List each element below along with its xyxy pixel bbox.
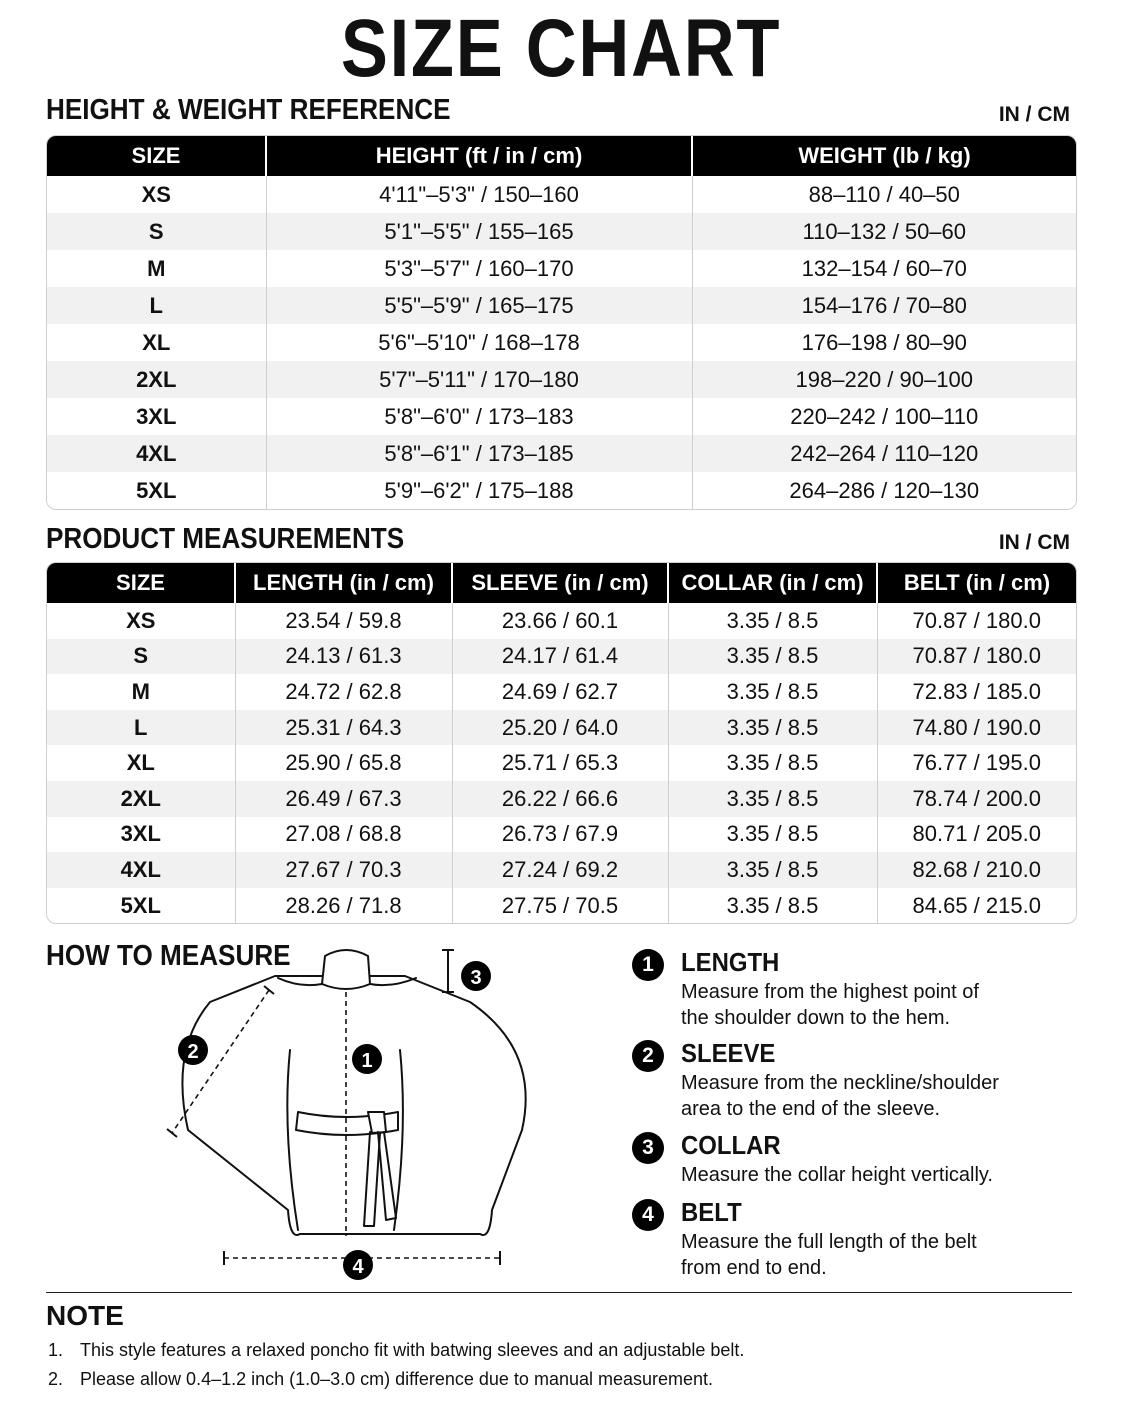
measurements-unit: IN / CM: [998, 531, 1070, 554]
measurements-title: PRODUCT MEASUREMENTS: [46, 523, 405, 555]
column-header: SIZE: [47, 136, 266, 176]
value-cell: 25.20 / 64.0: [452, 710, 668, 746]
value-cell: 24.17 / 61.4: [452, 639, 668, 675]
table-row: [47, 781, 1076, 817]
measurements-table: [46, 562, 1077, 924]
note-index: 1.: [48, 1340, 64, 1360]
size-cell: L: [47, 710, 235, 746]
value-cell: 24.72 / 62.8: [235, 674, 452, 710]
step-number-badge: 2: [632, 1040, 664, 1072]
table-row: [47, 674, 1076, 710]
step-description: from end to end.: [681, 1257, 827, 1279]
size-cell: 3XL: [47, 398, 266, 435]
note-text: This style features a relaxed poncho fit with batwing sleeves and an adjustable belt.: [80, 1340, 745, 1360]
value-cell: 5'8"–6'1" / 173–185: [266, 435, 692, 472]
size-cell: XS: [47, 603, 235, 639]
note-index: 2.: [48, 1369, 64, 1389]
value-cell: 242–264 / 110–120: [692, 435, 1076, 472]
how-to-measure-title: HOW TO MEASURE: [46, 940, 291, 972]
step-title: BELT: [681, 1197, 742, 1227]
value-cell: 220–242 / 100–110: [790, 403, 979, 429]
value-cell: 5'9"–6'2" / 175–188: [266, 472, 692, 509]
table-row: [47, 852, 1076, 888]
table-header-row: [47, 563, 1076, 603]
value-cell: 176–198 / 80–90: [801, 329, 967, 355]
value-cell: 27.08 / 68.8: [235, 817, 452, 853]
column-header: HEIGHT (ft / in / cm): [266, 136, 692, 176]
value-cell: 76.77 / 195.0: [912, 750, 1041, 776]
value-cell: 5'8"–6'0" / 173–183: [266, 398, 692, 435]
value-cell: 78.74 / 200.0: [877, 781, 1076, 817]
height-weight-table: [46, 135, 1077, 510]
svg-text:2: 2: [187, 1041, 199, 1063]
value-cell: 27.67 / 70.3: [235, 852, 452, 888]
step-description: Measure the full length of the belt: [681, 1231, 977, 1253]
value-cell: 5'1"–5'5" / 155–165: [266, 213, 692, 250]
size-cell: 4XL: [47, 852, 235, 888]
size-cell: 2XL: [47, 781, 235, 817]
value-cell: 70.87 / 180.0: [877, 639, 1076, 675]
step-number-badge: 1: [632, 949, 664, 981]
step-description: Measure from the neckline/shoulder: [681, 1072, 999, 1094]
size-cell: S: [47, 639, 235, 675]
value-cell: 26.73 / 67.9: [452, 817, 668, 853]
value-cell: 88–110 / 40–50: [808, 181, 960, 207]
column-header: LENGTH (in / cm): [235, 563, 452, 603]
table-row: [47, 361, 1076, 398]
svg-text:1: 1: [361, 1050, 373, 1072]
value-cell: 24.13 / 61.3: [235, 639, 452, 675]
table-row: [47, 213, 1076, 250]
table-row: [47, 176, 1076, 213]
value-cell: 5'3"–5'7" / 160–170: [266, 250, 692, 287]
column-header: SIZE: [47, 563, 235, 603]
table-row: [47, 603, 1076, 639]
step-title: COLLAR: [681, 1130, 781, 1160]
size-cell: XL: [47, 745, 235, 781]
step-number-badge: 4: [632, 1199, 664, 1231]
value-cell: 3.35 / 8.5: [668, 710, 877, 746]
table-row: [47, 888, 1076, 924]
table-row: [47, 745, 1076, 781]
value-cell: 82.68 / 210.0: [877, 852, 1076, 888]
step-number-badge: 3: [632, 1132, 664, 1164]
value-cell: 23.66 / 60.1: [452, 603, 668, 639]
note-item: [48, 1365, 744, 1394]
height-weight-unit: IN / CM: [998, 103, 1070, 126]
size-cell: 4XL: [47, 435, 266, 472]
column-header: COLLAR (in / cm): [668, 563, 877, 603]
value-cell: 25.90 / 65.8: [235, 745, 452, 781]
column-header: SLEEVE (in / cm): [452, 563, 668, 603]
value-cell: 24.69 / 62.7: [452, 674, 668, 710]
value-cell: 3.35 / 8.5: [668, 888, 877, 924]
value-cell: 3.35 / 8.5: [668, 852, 877, 888]
value-cell: 27.75 / 70.5: [452, 888, 668, 924]
height-weight-title: HEIGHT & WEIGHT REFERENCE: [46, 94, 451, 126]
table-row: [47, 639, 1076, 675]
step-title: LENGTH: [681, 947, 780, 977]
value-cell: 28.26 / 71.8: [235, 888, 452, 924]
value-cell: 23.54 / 59.8: [235, 603, 452, 639]
value-cell: 84.65 / 215.0: [912, 892, 1041, 918]
note-item: [48, 1336, 744, 1365]
value-cell: 5'5"–5'9" / 165–175: [266, 287, 692, 324]
note-title: NOTE: [46, 1300, 124, 1331]
poncho-garment-icon: [150, 940, 550, 1285]
value-cell: 3.35 / 8.5: [668, 639, 877, 675]
size-cell: M: [47, 674, 235, 710]
note-list: [48, 1336, 744, 1394]
note-text: Please allow 0.4–1.2 inch (1.0–3.0 cm) difference due to manual measurement.: [80, 1369, 714, 1389]
column-header: BELT (in / cm): [877, 563, 1076, 603]
value-cell: 3.35 / 8.5: [668, 674, 877, 710]
size-cell: XS: [47, 176, 266, 213]
step-description: area to the end of the sleeve.: [681, 1098, 941, 1120]
table-row: [47, 435, 1076, 472]
size-cell: XL: [47, 324, 266, 361]
size-cell: L: [47, 287, 266, 324]
size-cell: 2XL: [47, 361, 266, 398]
value-cell: 4'11"–5'3" / 150–160: [266, 176, 692, 213]
value-cell: 26.22 / 66.6: [452, 781, 668, 817]
size-cell: M: [47, 250, 266, 287]
table-row: [47, 710, 1076, 746]
table-row: [47, 287, 1076, 324]
value-cell: 27.24 / 69.2: [452, 852, 668, 888]
value-cell: 5'7"–5'11" / 170–180: [266, 361, 692, 398]
table-row: [47, 250, 1076, 287]
size-cell: 5XL: [47, 472, 266, 509]
value-cell: 110–132 / 50–60: [692, 213, 1076, 250]
size-cell: S: [47, 213, 266, 250]
step-description: Measure the collar height vertically.: [681, 1164, 993, 1186]
svg-text:3: 3: [470, 967, 482, 989]
page-title: SIZE CHART: [340, 3, 782, 94]
value-cell: 80.71 / 205.0: [912, 821, 1041, 847]
value-cell: 3.35 / 8.5: [668, 781, 877, 817]
value-cell: 26.49 / 67.3: [235, 781, 452, 817]
svg-text:4: 4: [352, 1256, 364, 1278]
value-cell: 3.35 / 8.5: [668, 817, 877, 853]
value-cell: 5'6"–5'10" / 168–178: [266, 324, 692, 361]
value-cell: 154–176 / 70–80: [692, 287, 1076, 324]
value-cell: 3.35 / 8.5: [668, 603, 877, 639]
table-row: [47, 817, 1076, 853]
value-cell: 25.71 / 65.3: [452, 745, 668, 781]
table-row: [47, 398, 1076, 435]
value-cell: 25.31 / 64.3: [235, 710, 452, 746]
value-cell: 70.87 / 180.0: [912, 607, 1041, 633]
table-row: [47, 472, 1076, 509]
size-cell: 5XL: [47, 888, 235, 924]
value-cell: 264–286 / 120–130: [789, 477, 980, 503]
value-cell: 3.35 / 8.5: [668, 745, 877, 781]
value-cell: 198–220 / 90–100: [692, 361, 1076, 398]
step-description: the shoulder down to the hem.: [681, 1007, 951, 1029]
table-row: [47, 324, 1076, 361]
step-title: SLEEVE: [681, 1038, 776, 1068]
value-cell: 74.80 / 190.0: [877, 710, 1076, 746]
divider: [46, 1292, 1072, 1293]
value-cell: 72.83 / 185.0: [912, 678, 1041, 704]
size-cell: 3XL: [47, 817, 235, 853]
column-header: WEIGHT (lb / kg): [692, 136, 1076, 176]
value-cell: 132–154 / 60–70: [801, 255, 967, 281]
step-description: Measure from the highest point of: [681, 981, 979, 1003]
table-header-row: [47, 136, 1076, 176]
